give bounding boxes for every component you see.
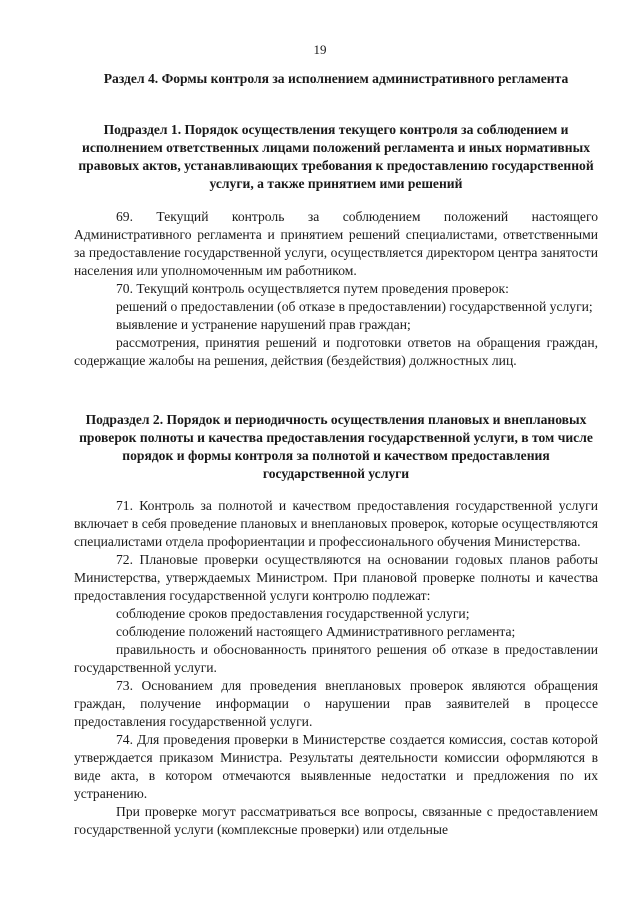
paragraph-74: 74. Для проведения проверки в Министерстве создается комиссия, состав которой утверждается приказом Министра. Результаты деятельности комиссии оформляются в виде акта, в котором отмечаются выявленные недостатки и предложения по их устранению. — [74, 732, 598, 801]
paragraph-73: 73. Основанием для проведения внеплановых проверок являются обращения граждан, получение информации о нарушении прав заявителей в процессе предоставления государственной услуги. — [74, 678, 598, 729]
subsection-2-title: Подраздел 2. Порядок и периодичность осуществления плановых и внеплановых проверок полноты и качества предоставления государственной услуги, в том числе порядок и формы контроля за полнотой и качеством предоставления государственной услуги — [79, 412, 593, 481]
paragraph-69: 69. Текущий контроль за соблюдением положений настоящего Административного регламента и принятием решений специалистами, ответственными за предоставление государственной услуги, осуществляется директором центра занятости населения или уполномоченным им работником. — [74, 209, 598, 278]
paragraph-74-continuation: При проверке могут рассматриваться все вопросы, связанные с предоставлением государственной услуги (комплексные проверки) или отдельные — [74, 804, 598, 837]
page-number: 19 — [313, 42, 327, 57]
paragraph-70-item-2: выявление и устранение нарушений прав граждан; — [116, 317, 411, 332]
paragraph-72-item-3: правильность и обоснованность принятого решения об отказе в предоставлении государственной услуги. — [74, 642, 598, 675]
subsection-1-title: Подраздел 1. Порядок осуществления текущего контроля за соблюдением и исполнением ответственных лицами положений регламента и иных нормативных правовых актов, устанавливающих требования к предоставлению государственной услуги, а также принятием ими решений — [78, 122, 594, 191]
paragraph-72-item-1: соблюдение сроков предоставления государственной услуги; — [116, 606, 470, 621]
paragraph-71: 71. Контроль за полнотой и качеством предоставления государственной услуги включает в себя проведение плановых и внеплановых проверок, которые осуществляются специалистами отдела профориентации и профессионального обучения Министерства. — [74, 498, 598, 549]
paragraph-70: 70. Текущий контроль осуществляется путем проведения проверок: — [116, 281, 509, 296]
paragraph-70-item-1: решений о предоставлении (об отказе в предоставлении) государственной услуги; — [116, 299, 593, 314]
paragraph-70-item-3: рассмотрения, принятия решений и подготовки ответов на обращения граждан, содержащие жалобы на решения, действия (бездействия) должностных лиц. — [74, 335, 598, 368]
paragraph-72-item-2: соблюдение положений настоящего Административного регламента; — [116, 624, 516, 639]
subsection-1-body — [74, 208, 598, 370]
section-title: Раздел 4. Формы контроля за исполнением административного регламента — [103, 71, 569, 86]
subsection-2-body — [74, 497, 598, 839]
paragraph-72: 72. Плановые проверки осуществляются на основании годовых планов работы Министерства, утверждаемых Министром. При плановой проверке полноты и качества предоставления государственной услуги контролю подлежат: — [74, 552, 598, 603]
